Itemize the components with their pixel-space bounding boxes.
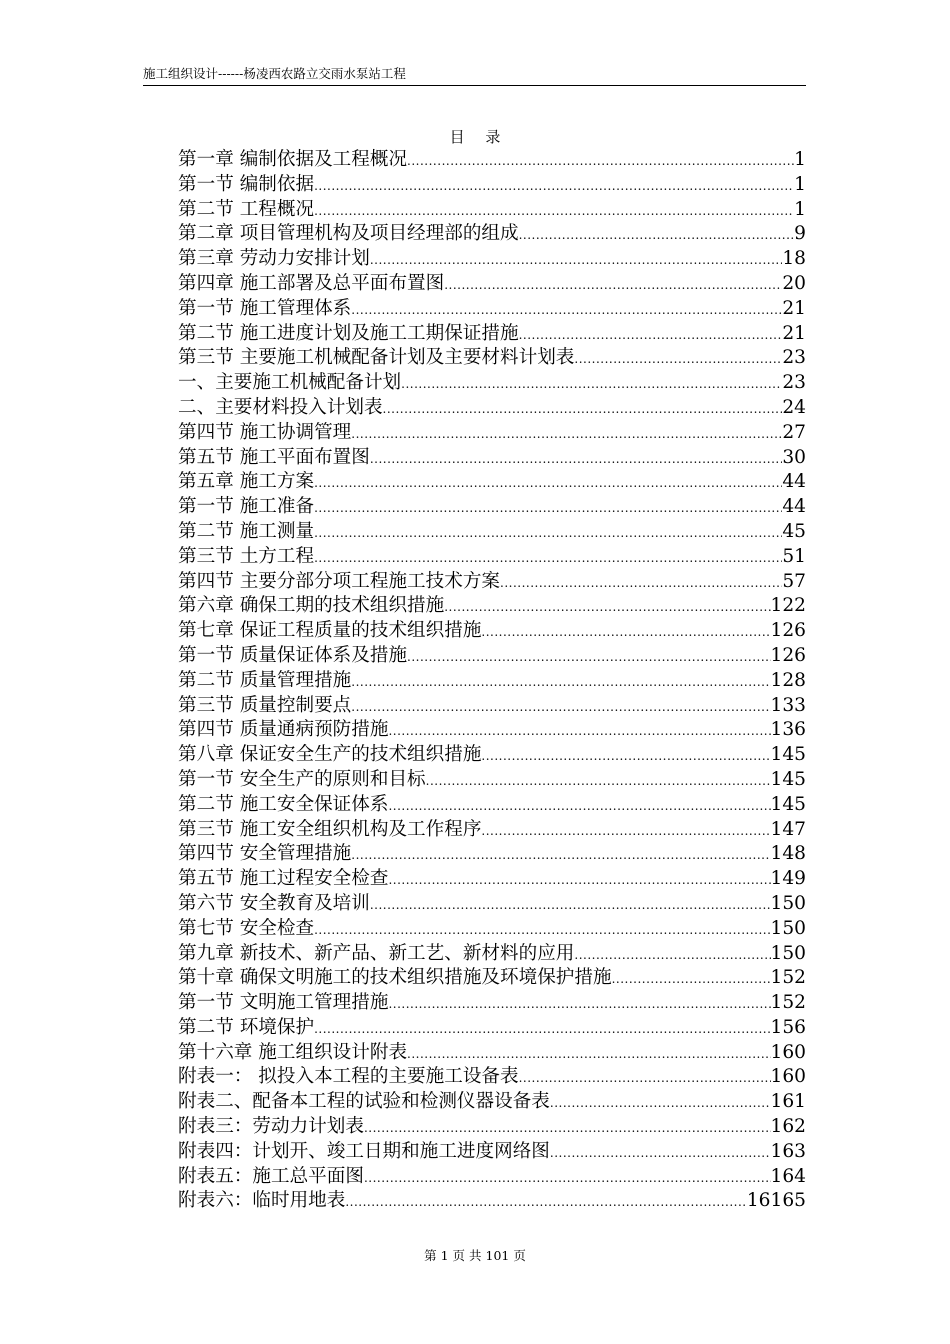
toc-entry-label: 附表二、配备本工程的试验和检测仪器设备表 <box>178 1091 550 1113</box>
toc-entry-label: 附表五：施工总平面图 <box>178 1165 364 1187</box>
toc-entry-label: 第一节 施工管理体系 <box>178 297 352 319</box>
toc-entry-page-number: 160 <box>770 1066 806 1088</box>
toc-entry-label: 第三节 施工安全组织机构及工作程序 <box>178 818 482 840</box>
toc-entry[interactable] <box>178 446 806 471</box>
toc-entry-page-number: 160 <box>770 1041 806 1063</box>
toc-dot-leader <box>370 893 771 917</box>
toc-entry-page-number: 126 <box>770 620 806 642</box>
toc-dot-leader <box>364 1116 771 1140</box>
toc-entry-page-number: 21 <box>782 297 806 319</box>
toc-dot-leader <box>426 769 771 793</box>
toc-dot-leader <box>388 868 770 892</box>
toc-entry-label: 第四章 施工部署及总平面布置图 <box>178 272 445 294</box>
toc-entry-label: 第三章 劳动力安排计划 <box>178 248 370 270</box>
toc-entry[interactable] <box>178 793 806 818</box>
toc-entry[interactable] <box>178 644 806 669</box>
toc-entry[interactable] <box>178 1140 806 1165</box>
toc-entry-label: 第二节 工程概况 <box>178 198 315 220</box>
toc-entry-page-number: 20 <box>782 272 806 294</box>
toc-dot-leader <box>519 323 783 347</box>
toc-entry-page-number: 122 <box>770 595 806 617</box>
toc-entry-page-number: 152 <box>770 967 806 989</box>
table-of-contents <box>178 148 806 1214</box>
toc-entry[interactable] <box>178 818 806 843</box>
toc-entry-page-number: 51 <box>782 545 806 567</box>
toc-dot-leader <box>314 174 794 198</box>
toc-entry-page-number: 145 <box>770 768 806 790</box>
toc-dot-leader <box>550 1091 771 1115</box>
toc-dot-leader <box>388 719 770 743</box>
toc-entry[interactable] <box>178 917 806 942</box>
toc-dot-leader <box>444 273 782 297</box>
toc-entry-label: 第一节 施工准备 <box>178 496 315 518</box>
toc-entry-label: 第二节 施工进度计划及施工工期保证措施 <box>178 322 519 344</box>
toc-entry[interactable] <box>178 470 806 495</box>
toc-entry-page-number: 150 <box>770 917 806 939</box>
toc-entry-page-number: 18 <box>782 248 806 270</box>
toc-entry-page-number: 145 <box>770 744 806 766</box>
toc-entry[interactable] <box>178 1041 806 1066</box>
toc-entry[interactable] <box>178 867 806 892</box>
toc-entry-label: 第十六章 施工组织设计附表 <box>178 1041 408 1063</box>
toc-entry-label: 第四节 质量通病预防措施 <box>178 719 389 741</box>
toc-entry-label: 第三节 质量控制要点 <box>178 694 352 716</box>
toc-entry-label: 第六节 安全教育及培训 <box>178 892 370 914</box>
toc-dot-leader <box>519 223 795 247</box>
toc-entry-page-number: 21 <box>782 322 806 344</box>
toc-entry-page-number: 164 <box>770 1165 806 1187</box>
toc-entry[interactable] <box>178 768 806 793</box>
toc-dot-leader <box>574 943 770 967</box>
toc-entry[interactable] <box>178 942 806 967</box>
toc-entry-page-number: 23 <box>782 347 806 369</box>
toc-entry[interactable] <box>178 247 806 272</box>
toc-entry[interactable] <box>178 1189 806 1214</box>
toc-dot-leader <box>351 843 770 867</box>
toc-entry-label: 第七章 保证工程质量的技术组织措施 <box>178 620 482 642</box>
toc-entry-page-number: 44 <box>782 496 806 518</box>
toc-entry[interactable] <box>178 1115 806 1140</box>
toc-entry-page-number: 9 <box>794 223 806 245</box>
toc-entry[interactable] <box>178 743 806 768</box>
toc-dot-leader <box>407 1042 770 1066</box>
toc-dot-leader <box>351 422 782 446</box>
toc-dot-leader <box>388 992 770 1016</box>
toc-entry[interactable] <box>178 570 806 595</box>
toc-dot-leader <box>383 397 783 421</box>
toc-dot-leader <box>388 794 770 818</box>
toc-entry-page-number: 30 <box>782 446 806 468</box>
toc-dot-leader <box>407 149 794 173</box>
toc-entry[interactable] <box>178 396 806 421</box>
toc-entry-label: 第一节 安全生产的原则和目标 <box>178 768 426 790</box>
toc-entry-label: 第六章 确保工期的技术组织措施 <box>178 595 445 617</box>
toc-entry[interactable] <box>178 619 806 644</box>
toc-entry-label: 二、主要材料投入计划表 <box>178 396 383 418</box>
toc-dot-leader <box>364 1166 771 1190</box>
toc-entry-page-number: 23 <box>782 372 806 394</box>
toc-entry[interactable] <box>178 1090 806 1115</box>
toc-entry-page-number: 45 <box>782 520 806 542</box>
toc-entry-label: 第九章 新技术、新产品、新工艺、新材料的应用 <box>178 942 575 964</box>
toc-dot-leader <box>314 199 794 223</box>
toc-entry-label: 第十章 确保文明施工的技术组织措施及环境保护措施 <box>178 967 612 989</box>
toc-entry[interactable] <box>178 966 806 991</box>
toc-entry-page-number: 24 <box>782 396 806 418</box>
toc-entry-page-number: 1 <box>794 173 806 195</box>
toc-entry[interactable] <box>178 198 806 223</box>
toc-title: 目 录 <box>449 128 509 146</box>
toc-entry[interactable] <box>178 222 806 247</box>
toc-entry-label: 第五节 施工过程安全检查 <box>178 868 389 890</box>
page-number-text: 第 1 页 共 101 页 <box>424 1248 526 1263</box>
toc-entry[interactable] <box>178 421 806 446</box>
toc-entry-label: 第二章 项目管理机构及项目经理部的组成 <box>178 223 519 245</box>
toc-dot-leader <box>351 695 770 719</box>
toc-entry[interactable] <box>178 892 806 917</box>
toc-entry-page-number: 148 <box>770 843 806 865</box>
toc-dot-leader <box>314 521 782 545</box>
toc-entry-page-number: 1 <box>794 149 806 170</box>
toc-entry-page-number: 128 <box>770 669 806 691</box>
toc-entry[interactable] <box>178 1016 806 1041</box>
toc-dot-leader <box>314 496 782 520</box>
toc-dot-leader <box>370 248 782 272</box>
toc-entry-page-number: 150 <box>770 942 806 964</box>
toc-entry-label: 附表一： 拟投入本工程的主要施工设备表 <box>178 1066 519 1088</box>
toc-entry-page-number: 44 <box>782 471 806 493</box>
toc-entry-label: 第一节 编制依据 <box>178 173 315 195</box>
toc-entry-page-number: 1 <box>794 198 806 220</box>
toc-entry-label: 附表四：计划开、竣工日期和施工进度网络图 <box>178 1140 550 1162</box>
toc-entry-label: 第一章 编制依据及工程概况 <box>178 149 408 170</box>
toc-entry-page-number: 133 <box>770 694 806 716</box>
toc-entry-page-number: 136 <box>770 719 806 741</box>
toc-entry[interactable] <box>178 1065 806 1090</box>
toc-entry[interactable] <box>178 322 806 347</box>
toc-entry-label: 第二节 质量管理措施 <box>178 669 352 691</box>
toc-entry-label: 第三节 土方工程 <box>178 545 315 567</box>
toc-dot-leader <box>612 967 771 991</box>
page-header <box>143 66 806 86</box>
toc-entry-page-number: 162 <box>770 1116 806 1138</box>
toc-entry[interactable] <box>178 495 806 520</box>
toc-dot-leader <box>500 571 782 595</box>
toc-entry[interactable] <box>178 594 806 619</box>
toc-entry[interactable] <box>178 669 806 694</box>
toc-dot-leader <box>481 819 770 843</box>
toc-entry[interactable] <box>178 991 806 1016</box>
toc-dot-leader <box>481 620 770 644</box>
toc-entry-page-number: 163 <box>770 1140 806 1162</box>
toc-entry-page-number: 147 <box>770 818 806 840</box>
toc-entry-page-number: 156 <box>770 1016 806 1038</box>
toc-entry-label: 第二节 施工安全保证体系 <box>178 793 389 815</box>
toc-dot-leader <box>519 1066 771 1090</box>
toc-dot-leader <box>550 1141 771 1165</box>
toc-entry-page-number: 149 <box>770 868 806 890</box>
toc-entry-label: 附表六：临时用地表 <box>178 1190 346 1212</box>
toc-entry[interactable] <box>178 545 806 570</box>
toc-entry-label: 第四节 安全管理措施 <box>178 843 352 865</box>
toc-entry-label: 附表三：劳动力计划表 <box>178 1116 364 1138</box>
toc-entry[interactable] <box>178 520 806 545</box>
toc-entry[interactable] <box>178 297 806 322</box>
toc-entry-page-number: 27 <box>782 421 806 443</box>
toc-dot-leader <box>314 546 782 570</box>
toc-entry-page-number: 57 <box>782 570 806 592</box>
toc-entry[interactable] <box>178 842 806 867</box>
toc-entry-page-number: 152 <box>770 992 806 1014</box>
toc-entry[interactable] <box>178 718 806 743</box>
toc-entry-label: 第一节 文明施工管理措施 <box>178 992 389 1014</box>
toc-entry-label: 第七节 安全检查 <box>178 917 315 939</box>
toc-entry-label: 第八章 保证安全生产的技术组织措施 <box>178 744 482 766</box>
toc-dot-leader <box>314 918 770 942</box>
toc-entry-page-number: 145 <box>770 793 806 815</box>
toc-entry-label: 第四节 主要分部分项工程施工技术方案 <box>178 570 501 592</box>
toc-dot-leader <box>401 372 782 396</box>
page-footer <box>0 1248 950 1264</box>
toc-entry-page-number: 150 <box>770 892 806 914</box>
toc-entry-page-number: 126 <box>770 644 806 666</box>
toc-entry-label: 一、主要施工机械配备计划 <box>178 372 402 394</box>
toc-dot-leader <box>314 471 782 495</box>
toc-entry-page-number: 161 <box>770 1091 806 1113</box>
toc-entry-label: 第四节 施工协调管理 <box>178 421 352 443</box>
toc-entry[interactable] <box>178 148 806 173</box>
toc-dot-leader <box>370 447 782 471</box>
toc-dot-leader <box>481 744 770 768</box>
toc-entry[interactable] <box>178 371 806 396</box>
toc-dot-leader <box>345 1190 746 1214</box>
toc-entry[interactable] <box>178 694 806 719</box>
toc-entry[interactable] <box>178 173 806 198</box>
toc-dot-leader <box>351 670 770 694</box>
toc-dot-leader <box>444 595 770 619</box>
toc-entry-label: 第三节 主要施工机械配备计划及主要材料计划表 <box>178 347 575 369</box>
toc-entry-label: 第五节 施工平面布置图 <box>178 446 370 468</box>
toc-dot-leader <box>314 1017 770 1041</box>
page-header-text: 施工组织设计------杨凌西农路立交雨水泵站工程 <box>143 66 406 81</box>
toc-entry-page-number: 16165 <box>746 1190 806 1212</box>
toc-dot-leader <box>351 298 782 322</box>
toc-entry-label: 第五章 施工方案 <box>178 471 315 493</box>
toc-dot-leader <box>574 347 782 371</box>
toc-entry[interactable] <box>178 1165 806 1190</box>
toc-entry-label: 第一节 质量保证体系及措施 <box>178 644 408 666</box>
toc-entry[interactable] <box>178 346 806 371</box>
toc-entry-label: 第二节 环境保护 <box>178 1016 315 1038</box>
toc-entry[interactable] <box>178 272 806 297</box>
toc-dot-leader <box>407 645 770 669</box>
toc-entry-label: 第二节 施工测量 <box>178 520 315 542</box>
